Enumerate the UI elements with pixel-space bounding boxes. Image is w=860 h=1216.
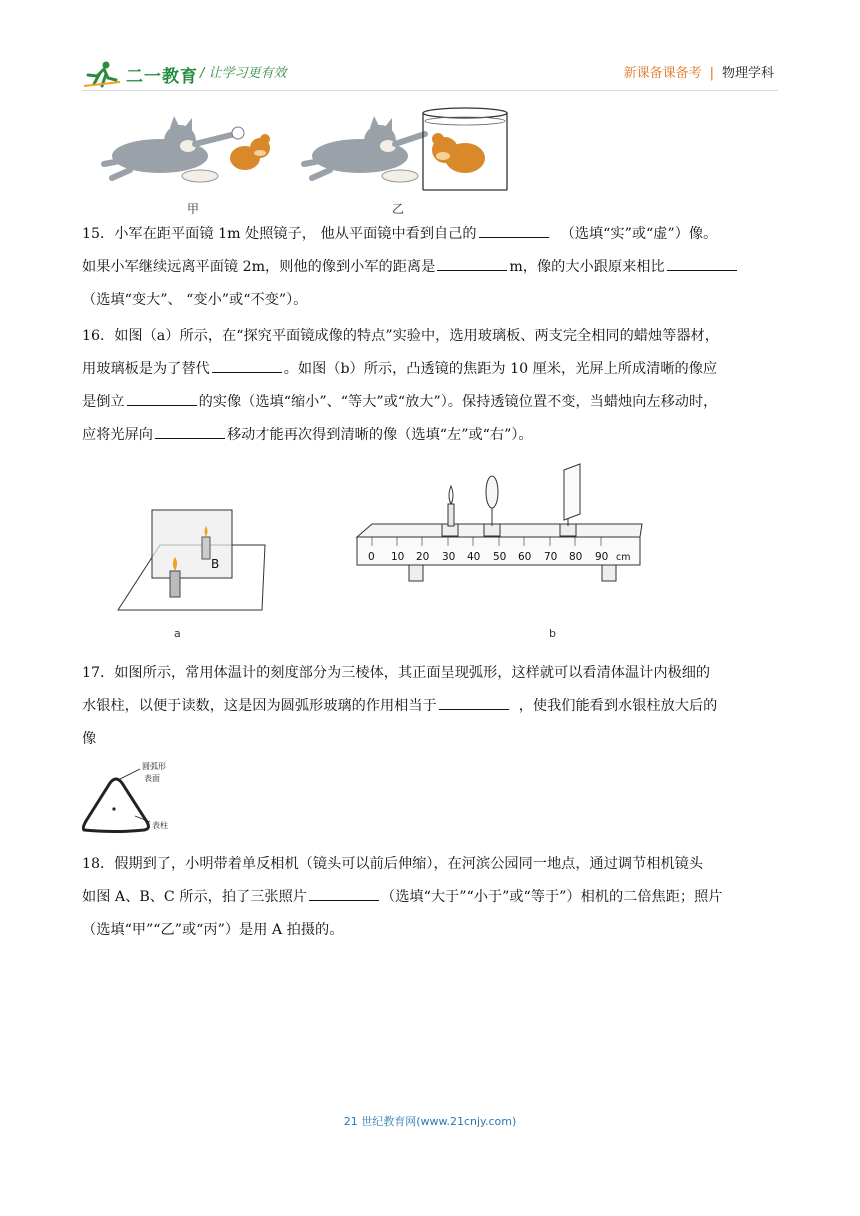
q15-text-2b: m，像的大小跟原来相比 (509, 259, 665, 275)
question-18 (82, 848, 782, 947)
q16-blank-2[interactable] (127, 391, 197, 406)
q15-line1 (82, 218, 782, 251)
q16-text-2b: 。如图（b）所示，凸透镜的焦距为 10 厘米，光屏上所成清晰的像应 (283, 361, 718, 377)
q17-line1: 17．如图所示，常用体温计的刻度部分为三棱体，其正面呈现弧形，这样就可以看清体温计内极细的 (82, 665, 711, 681)
header-separator: | (709, 66, 714, 81)
q16-line3 (82, 386, 782, 419)
ruler-unit: cm (616, 552, 631, 563)
q15-blank-1[interactable] (479, 223, 549, 238)
q18-text-2b: （选填“大于”“小于”或“等于”）相机的二倍焦距；照片 (381, 889, 723, 905)
q17-blank-1[interactable] (439, 695, 509, 710)
thermo-label-column: 表柱 (152, 821, 168, 830)
cartoon-figure (100, 106, 520, 196)
header-course-text: 新课备课备考 (623, 66, 702, 81)
q15-blank-3[interactable] (667, 256, 737, 271)
q17-text-2b: ，使我们能看到水银柱放大后的 (518, 698, 718, 714)
q15-line3: （选填“变大”、 “变小”或“不变”）。 (82, 292, 308, 308)
q16-blank-1[interactable] (212, 358, 282, 373)
q16-text-2a: 用玻璃板是为了替代 (82, 361, 210, 377)
q15-text-2a: 如果小军继续远离平面镜 2m，则他的像到小军的距离是 (82, 259, 436, 275)
runner-logo-icon (82, 60, 122, 88)
slogan: / 让学习更有效 (200, 66, 287, 81)
q18-blank-1[interactable] (309, 886, 379, 901)
cat-chase-yi-illustration (304, 116, 485, 182)
q15-text-1a: 15．小军在距平面镜 1m 处照镜子， 他从平面镜中看到自己的 (82, 226, 477, 242)
q15-line2 (82, 251, 782, 284)
header-divider (82, 90, 778, 91)
q17-text-2a: 水银柱，以便于读数，这是因为圆弧形玻璃的作用相当于 (82, 698, 437, 714)
logo-text: 二一教育 (126, 66, 198, 87)
plane-mirror-figure (110, 505, 270, 615)
ruler-tick-30: 30 (442, 551, 456, 563)
figure-label-b: b (549, 627, 556, 640)
optical-bench-figure (352, 462, 652, 587)
question-16 (82, 320, 782, 452)
ruler-tick-90: 90 (595, 551, 609, 563)
figure-label-yi: 乙 (392, 202, 405, 216)
header-subject (624, 62, 774, 81)
page-footer: 21 世纪教育网(www.21cnjy.com) (343, 1115, 517, 1128)
q16-text-4a: 应将光屏向 (82, 427, 153, 443)
figure-label-a: a (174, 627, 181, 640)
ruler-tick-60: 60 (518, 551, 532, 563)
q17-line3: 像 (82, 731, 97, 747)
ruler-tick-70: 70 (544, 551, 558, 563)
thermo-label-arc: 圆弧形 (142, 762, 166, 771)
q16-line1: 16．如图（a）所示，在“探究平面镜成像的特点”实验中，选用玻璃板、两支完全相同的蜡烛等器材， (82, 328, 719, 344)
page-header (0, 0, 860, 100)
q15-text-1b: （选填“实”或“虚”）像。 (560, 226, 718, 242)
ruler-tick-0: 0 (368, 551, 375, 563)
cat-chase-jia-illustration (104, 116, 270, 182)
q16-text-3b: 的实像（选填“缩小”、“等大”或“放大”）。保持透镜位置不变，当蜡烛向左移动时， (198, 394, 718, 410)
q16-text-4b: 移动才能再次得到清晰的像（选填“左”或“右”）。 (226, 427, 533, 443)
q16-blank-3[interactable] (155, 424, 225, 439)
thermo-label-surface: 表面 (144, 774, 160, 783)
ruler-tick-50: 50 (493, 551, 507, 563)
ruler-tick-80: 80 (569, 551, 583, 563)
ruler-tick-40: 40 (467, 551, 481, 563)
q18-text-2a: 如图 A、B、C 所示，拍了三张照片 (82, 889, 307, 905)
q18-line3: （选填“甲”“乙”或“丙”）是用 A 拍摄的。 (82, 922, 344, 938)
q16-line2 (82, 353, 782, 386)
thermometer-cross-section-figure (80, 757, 190, 837)
q16-line4 (82, 419, 782, 452)
q18-line2 (82, 881, 782, 914)
question-15 (82, 218, 782, 317)
q16-text-3a: 是倒立 (82, 394, 125, 410)
q15-blank-2[interactable] (437, 256, 507, 271)
q17-line2 (82, 690, 782, 723)
ruler-tick-20: 20 (416, 551, 430, 563)
logo (82, 58, 198, 90)
candle-b-label: B (211, 557, 220, 571)
q18-line1: 18．假期到了，小明带着单反相机（镜头可以前后伸缩），在河滨公园同一地点，通过调节相机镜头 (82, 856, 704, 872)
question-17 (82, 657, 782, 756)
figure-label-jia: 甲 (187, 202, 200, 216)
ruler-tick-10: 10 (391, 551, 405, 563)
header-subject-text: 物理学科 (721, 66, 774, 81)
